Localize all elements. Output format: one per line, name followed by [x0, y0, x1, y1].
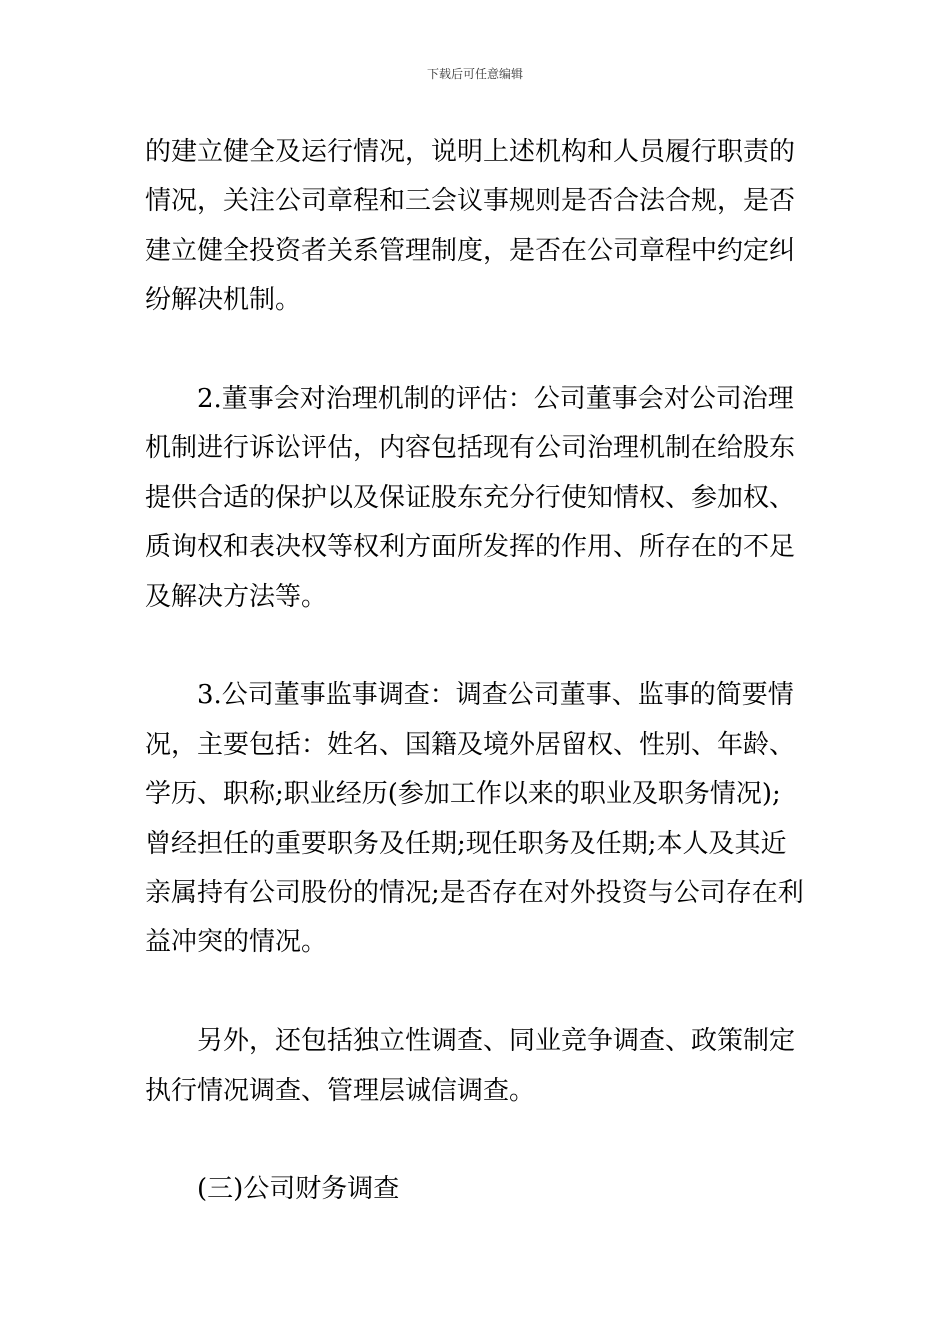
- text-line: 情况，关注公司章程和三会议事规则是否合法合规，是否: [145, 186, 796, 217]
- text-line: 2.董事会对治理机制的评估：公司董事会对公司治理: [197, 384, 794, 415]
- paragraph-governance-continuation: [145, 128, 807, 326]
- text-line: 质询权和表决权等权利方面所发挥的作用、所存在的不足: [145, 532, 796, 563]
- document-body: [145, 128, 807, 1215]
- text-line: 另外，还包括独立性调查、同业竞争调查、政策制定: [197, 1026, 796, 1057]
- paragraph-board-evaluation: [145, 375, 807, 622]
- paragraph-director-survey: [145, 671, 807, 967]
- text-line: 学历、职称;职业经历(参加工作以来的职业及职务情况);: [145, 779, 781, 810]
- text-line: 益冲突的情况。: [145, 927, 328, 958]
- paragraph-gap: [145, 622, 807, 671]
- text-line: 执行情况调查、管理层诚信调查。: [145, 1075, 536, 1106]
- text-line: 建立健全投资者关系管理制度，是否在公司章程中约定纠: [145, 235, 796, 266]
- paragraph-gap: [145, 326, 807, 375]
- text-line: 及解决方法等。: [145, 581, 328, 612]
- page-header-note: 下载后可任意编辑: [426, 67, 523, 81]
- text-line: 3.公司董事监事调查：调查公司董事、监事的简要情: [197, 680, 794, 711]
- text-line: 提供合适的保护以及保证股东充分行使知情权、参加权、: [145, 482, 796, 513]
- text-line: 机制进行诉讼评估，内容包括现有公司治理机制在给股东: [145, 433, 796, 464]
- text-line: (三)公司财务调查: [197, 1174, 400, 1205]
- paragraph-gap: [145, 968, 807, 1017]
- paragraph-gap: [145, 1116, 807, 1165]
- text-line: 亲属持有公司股份的情况;是否存在对外投资与公司存在利: [145, 878, 804, 909]
- section-heading-financial-survey: [145, 1165, 807, 1214]
- text-line: 的建立健全及运行情况，说明上述机构和人员履行职责的: [145, 137, 796, 167]
- text-line: 纷解决机制。: [145, 285, 302, 316]
- text-line: 况，主要包括：姓名、国籍及境外居留权、性别、年龄、: [145, 729, 796, 760]
- paragraph-other-surveys: [145, 1017, 807, 1116]
- text-line: 曾经担任的重要职务及任期;现任职务及任期;本人及其近: [145, 828, 787, 859]
